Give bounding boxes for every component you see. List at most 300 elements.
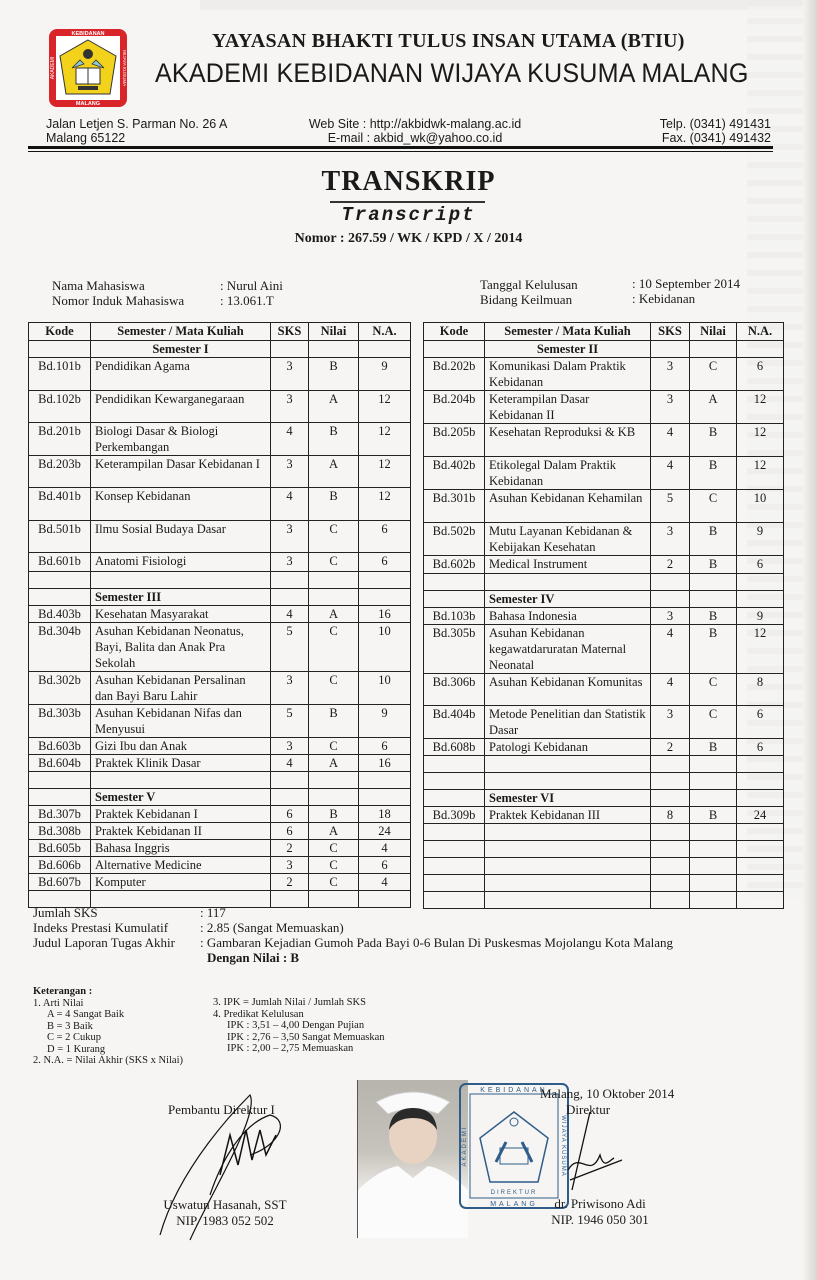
total-sks-value: : 117 bbox=[200, 905, 226, 920]
total-sks-label: Jumlah SKS bbox=[33, 905, 98, 920]
course-grade: B bbox=[690, 625, 737, 674]
course-sks: 6 bbox=[271, 823, 309, 840]
header-kode: Kode bbox=[424, 323, 485, 341]
semester-heading-row bbox=[29, 589, 411, 606]
empty-row bbox=[424, 824, 784, 841]
course-grade: B bbox=[309, 705, 359, 738]
course-sks: 8 bbox=[651, 807, 690, 824]
course-sks: 4 bbox=[651, 457, 690, 490]
empty-cell bbox=[91, 572, 271, 589]
empty-cell bbox=[737, 756, 784, 773]
summary-labels bbox=[33, 905, 175, 950]
course-grade: A bbox=[309, 823, 359, 840]
empty-cell bbox=[690, 841, 737, 858]
nim-label: Nomor Induk Mahasiswa bbox=[52, 293, 185, 308]
course-row bbox=[424, 457, 784, 490]
graduation-label: Tanggal Kelulusan bbox=[480, 277, 578, 292]
empty-cell bbox=[29, 772, 91, 789]
course-code: Bd.201b bbox=[29, 423, 91, 456]
document-subtitle: Transcript bbox=[341, 204, 476, 226]
course-na: 6 bbox=[359, 738, 411, 755]
course-name: Gizi Ibu dan Anak bbox=[91, 738, 271, 755]
course-code: Bd.303b bbox=[29, 705, 91, 738]
right-signatory-name: dr. Priwisono Adi bbox=[554, 1196, 646, 1211]
course-code: Bd.305b bbox=[424, 625, 485, 674]
course-row bbox=[29, 874, 411, 891]
course-row bbox=[424, 625, 784, 674]
course-code: Bd.204b bbox=[424, 391, 485, 424]
phone-block bbox=[640, 117, 771, 145]
empty-cell bbox=[737, 875, 784, 892]
course-grade: B bbox=[690, 523, 737, 556]
transcript-table-left bbox=[28, 322, 411, 908]
course-grade: C bbox=[309, 553, 359, 572]
course-row bbox=[424, 391, 784, 424]
course-row bbox=[424, 706, 784, 739]
empty-cell bbox=[651, 790, 690, 807]
course-row bbox=[424, 556, 784, 574]
empty-cell bbox=[737, 341, 784, 358]
background-watermark-top bbox=[200, 0, 817, 10]
course-sks: 4 bbox=[651, 674, 690, 706]
empty-row bbox=[424, 574, 784, 591]
course-na: 24 bbox=[359, 823, 411, 840]
empty-cell bbox=[737, 574, 784, 591]
course-row bbox=[424, 807, 784, 824]
course-code: Bd.103b bbox=[424, 608, 485, 625]
course-code: Bd.302b bbox=[29, 672, 91, 705]
course-sks: 6 bbox=[271, 806, 309, 823]
course-row bbox=[424, 358, 784, 391]
course-name: Asuhan Kebidanan Komunitas bbox=[485, 674, 651, 706]
course-code: Bd.607b bbox=[29, 874, 91, 891]
thesis-value: : Gambaran Kejadian Gumoh Pada Bayi 0-6 Bulan Di Puskesmas Mojolangu Kota Malang bbox=[200, 935, 673, 950]
course-na: 10 bbox=[359, 672, 411, 705]
course-grade: C bbox=[309, 857, 359, 874]
course-name: Pendidikan Agama bbox=[91, 358, 271, 391]
foundation-name: YAYASAN BHAKTI TULUS INSAN UTAMA (BTIU) bbox=[212, 30, 685, 52]
course-name: Praktek Kebidanan II bbox=[91, 823, 271, 840]
empty-cell bbox=[309, 572, 359, 589]
header-kode: Kode bbox=[29, 323, 91, 341]
course-na: 6 bbox=[737, 556, 784, 574]
empty-cell bbox=[651, 341, 690, 358]
grade-legend-a: A = 4 Sangat Baik bbox=[47, 1009, 125, 1020]
course-na: 24 bbox=[737, 807, 784, 824]
empty-cell bbox=[651, 756, 690, 773]
course-name: Anatomi Fisiologi bbox=[91, 553, 271, 572]
course-name: Asuhan Kebidanan Nifas dan Menyusui bbox=[91, 705, 271, 738]
course-sks: 3 bbox=[271, 553, 309, 572]
course-sks: 2 bbox=[271, 840, 309, 857]
course-na: 16 bbox=[359, 755, 411, 772]
empty-cell bbox=[424, 756, 485, 773]
course-na: 4 bbox=[359, 840, 411, 857]
empty-cell bbox=[690, 574, 737, 591]
course-sks: 3 bbox=[271, 391, 309, 423]
phone: Telp. (0341) 491431 bbox=[659, 117, 771, 131]
header-course: Semester / Mata Kuliah bbox=[485, 323, 651, 341]
empty-cell bbox=[309, 589, 359, 606]
semester-heading-row bbox=[424, 790, 784, 807]
course-grade: C bbox=[309, 623, 359, 672]
course-grade: B bbox=[690, 739, 737, 756]
course-sks: 4 bbox=[651, 625, 690, 674]
course-na: 4 bbox=[359, 874, 411, 891]
course-name: Komputer bbox=[91, 874, 271, 891]
course-sks: 3 bbox=[651, 608, 690, 625]
academy-logo bbox=[48, 28, 128, 108]
semester-label: Semester III bbox=[91, 589, 271, 606]
course-na: 12 bbox=[359, 456, 411, 488]
course-na: 9 bbox=[737, 523, 784, 556]
empty-cell bbox=[309, 341, 359, 358]
course-na: 9 bbox=[737, 608, 784, 625]
title-underline bbox=[330, 201, 485, 203]
course-sks: 4 bbox=[271, 755, 309, 772]
course-grade: A bbox=[690, 391, 737, 424]
thesis-label: Judul Laporan Tugas Akhir bbox=[33, 935, 175, 950]
web-contact-block bbox=[300, 117, 530, 145]
empty-cell bbox=[485, 858, 651, 875]
left-signatory-name: Uswatun Hasanah, SST bbox=[163, 1197, 287, 1212]
course-name: Biologi Dasar & Biologi Perkembangan bbox=[91, 423, 271, 456]
header-na: N.A. bbox=[359, 323, 411, 341]
course-name: Bahasa Inggris bbox=[91, 840, 271, 857]
course-sks: 3 bbox=[271, 672, 309, 705]
empty-cell bbox=[271, 772, 309, 789]
empty-cell bbox=[651, 824, 690, 841]
course-code: Bd.606b bbox=[29, 857, 91, 874]
course-code: Bd.401b bbox=[29, 488, 91, 521]
empty-cell bbox=[424, 824, 485, 841]
course-row bbox=[29, 391, 411, 423]
empty-row bbox=[424, 858, 784, 875]
empty-cell bbox=[271, 572, 309, 589]
empty-cell bbox=[651, 773, 690, 790]
empty-cell bbox=[737, 773, 784, 790]
empty-cell bbox=[690, 341, 737, 358]
semester-label: Semester I bbox=[91, 341, 271, 358]
header-sks: SKS bbox=[651, 323, 690, 341]
course-sks: 2 bbox=[271, 874, 309, 891]
semester-heading-row bbox=[424, 591, 784, 608]
empty-cell bbox=[737, 790, 784, 807]
empty-cell bbox=[91, 772, 271, 789]
course-name: Asuhan Kebidanan kegawatdaruratan Maternal Neonatal bbox=[485, 625, 651, 674]
letterhead-divider-thick bbox=[28, 146, 773, 149]
course-code: Bd.403b bbox=[29, 606, 91, 623]
stamp-text-top: KEBIDANAN bbox=[480, 1087, 548, 1094]
thesis-grade: Dengan Nilai : B bbox=[207, 950, 300, 965]
empty-cell bbox=[737, 841, 784, 858]
course-na: 12 bbox=[359, 423, 411, 456]
empty-cell bbox=[651, 875, 690, 892]
stamp-text-bottom: MALANG bbox=[490, 1201, 538, 1208]
course-name: Patologi Kebidanan bbox=[485, 739, 651, 756]
course-name: Keterampilan Dasar Kebidanan II bbox=[485, 391, 651, 424]
course-na: 9 bbox=[359, 358, 411, 391]
course-row bbox=[29, 623, 411, 672]
course-name: Kesehatan Reproduksi & KB bbox=[485, 424, 651, 457]
course-code: Bd.501b bbox=[29, 521, 91, 553]
empty-cell bbox=[737, 824, 784, 841]
course-row bbox=[29, 456, 411, 488]
header-nilai: Nilai bbox=[309, 323, 359, 341]
course-grade: B bbox=[309, 358, 359, 391]
course-grade: B bbox=[309, 806, 359, 823]
header-course: Semester / Mata Kuliah bbox=[91, 323, 271, 341]
course-name: Konsep Kebidanan bbox=[91, 488, 271, 521]
course-row bbox=[29, 738, 411, 755]
course-row bbox=[424, 739, 784, 756]
header-nilai: Nilai bbox=[690, 323, 737, 341]
course-na: 6 bbox=[359, 857, 411, 874]
course-grade: C bbox=[690, 706, 737, 739]
empty-cell bbox=[271, 789, 309, 806]
empty-cell bbox=[359, 772, 411, 789]
course-name: Praktek Kebidanan I bbox=[91, 806, 271, 823]
semester-label: Semester IV bbox=[485, 591, 651, 608]
course-row bbox=[424, 608, 784, 625]
course-row bbox=[424, 424, 784, 457]
empty-cell bbox=[690, 591, 737, 608]
notes-item-2: 2. N.A. = Nilai Akhir (SKS x Nilai) bbox=[33, 1055, 183, 1066]
course-grade: B bbox=[690, 807, 737, 824]
course-grade: C bbox=[690, 674, 737, 706]
empty-cell bbox=[271, 341, 309, 358]
course-grade: C bbox=[309, 840, 359, 857]
course-na: 10 bbox=[737, 490, 784, 523]
course-na: 12 bbox=[737, 625, 784, 674]
address-block bbox=[46, 117, 227, 145]
course-grade: B bbox=[690, 608, 737, 625]
course-name: Etikolegal Dalam Praktik Kebidanan bbox=[485, 457, 651, 490]
course-row bbox=[29, 521, 411, 553]
empty-cell bbox=[485, 841, 651, 858]
student-info-values bbox=[220, 278, 283, 308]
course-code: Bd.309b bbox=[424, 807, 485, 824]
empty-cell bbox=[737, 591, 784, 608]
empty-cell bbox=[359, 572, 411, 589]
course-na: 12 bbox=[737, 457, 784, 490]
empty-cell bbox=[737, 858, 784, 875]
course-code: Bd.203b bbox=[29, 456, 91, 488]
grade-legend-d: D = 1 Kurang bbox=[47, 1043, 106, 1055]
course-row bbox=[29, 423, 411, 456]
document-title: TRANSKRIP bbox=[321, 166, 496, 197]
address-line-1: Jalan Letjen S. Parman No. 26 A bbox=[46, 117, 228, 131]
course-name: Kesehatan Masyarakat bbox=[91, 606, 271, 623]
empty-cell bbox=[424, 841, 485, 858]
course-sks: 3 bbox=[271, 738, 309, 755]
course-name: Asuhan Kebidanan Kehamilan bbox=[485, 490, 651, 523]
semester-label: Semester II bbox=[485, 341, 651, 358]
empty-row bbox=[29, 572, 411, 589]
empty-cell bbox=[309, 772, 359, 789]
logo-text-right: WIJAYA KUSUMA bbox=[122, 49, 127, 87]
semester-label: Semester VI bbox=[485, 790, 651, 807]
course-name: Mutu Layanan Kebidanan & Kebijakan Kesehatan bbox=[485, 523, 651, 556]
table-header-row bbox=[424, 323, 784, 341]
course-sks: 4 bbox=[271, 488, 309, 521]
course-sks: 4 bbox=[651, 424, 690, 457]
semester-label: Semester V bbox=[91, 789, 271, 806]
logo-text-bottom: MALANG bbox=[75, 101, 101, 107]
left-signatory-title: Pembantu Direktur I bbox=[168, 1102, 275, 1117]
course-na: 6 bbox=[737, 358, 784, 391]
course-grade: C bbox=[309, 874, 359, 891]
course-row bbox=[29, 755, 411, 772]
empty-cell bbox=[359, 789, 411, 806]
stamp-text-inner: DIREKTUR bbox=[490, 1190, 538, 1196]
predicate-3: IPK : 2,00 – 2,75 Memuaskan bbox=[227, 1043, 354, 1054]
empty-cell bbox=[424, 591, 485, 608]
course-code: Bd.603b bbox=[29, 738, 91, 755]
course-name: Ilmu Sosial Budaya Dasar bbox=[91, 521, 271, 553]
empty-cell bbox=[690, 824, 737, 841]
email[interactable]: E-mail : akbid_wk@yahoo.co.id bbox=[327, 131, 503, 145]
course-grade: B bbox=[690, 457, 737, 490]
empty-cell bbox=[29, 572, 91, 589]
grade-legend-b: B = 3 Baik bbox=[47, 1020, 93, 1032]
empty-cell bbox=[737, 892, 784, 909]
empty-cell bbox=[690, 858, 737, 875]
empty-cell bbox=[424, 773, 485, 790]
course-code: Bd.605b bbox=[29, 840, 91, 857]
course-grade: A bbox=[309, 456, 359, 488]
course-code: Bd.402b bbox=[424, 457, 485, 490]
website[interactable]: Web Site : http://akbidwk-malang.ac.id bbox=[308, 117, 522, 131]
empty-row bbox=[424, 841, 784, 858]
empty-cell bbox=[359, 341, 411, 358]
notes-item-4: 4. Predikat Kelulusan bbox=[213, 1008, 304, 1020]
empty-cell bbox=[651, 591, 690, 608]
notes-right bbox=[213, 997, 385, 1055]
empty-cell bbox=[651, 858, 690, 875]
course-code: Bd.301b bbox=[424, 490, 485, 523]
course-name: Praktek Kebidanan III bbox=[485, 807, 651, 824]
course-code: Bd.502b bbox=[424, 523, 485, 556]
empty-cell bbox=[651, 841, 690, 858]
course-row bbox=[29, 488, 411, 521]
empty-row bbox=[424, 773, 784, 790]
empty-cell bbox=[690, 892, 737, 909]
course-sks: 3 bbox=[651, 358, 690, 391]
course-name: Praktek Klinik Dasar bbox=[91, 755, 271, 772]
course-name: Metode Penelitian dan Statistik Dasar bbox=[485, 706, 651, 739]
course-code: Bd.404b bbox=[424, 706, 485, 739]
empty-cell bbox=[29, 789, 91, 806]
field-label: Bidang Keilmuan bbox=[480, 292, 573, 307]
course-grade: C bbox=[690, 358, 737, 391]
stamp-text-left: AKADEMI bbox=[462, 1125, 468, 1167]
course-sks: 3 bbox=[651, 706, 690, 739]
course-na: 6 bbox=[737, 739, 784, 756]
grade-legend-c: C = 2 Cukup bbox=[47, 1032, 102, 1043]
empty-cell bbox=[271, 589, 309, 606]
course-name: Asuhan Kebidanan Persalinan dan Bayi Baru Lahir bbox=[91, 672, 271, 705]
course-code: Bd.205b bbox=[424, 424, 485, 457]
course-name: Pendidikan Kewarganegaraan bbox=[91, 391, 271, 423]
transcript-table-right bbox=[423, 322, 784, 909]
ipk-label: Indeks Prestasi Kumulatif bbox=[33, 920, 169, 935]
course-na: 16 bbox=[359, 606, 411, 623]
logo-text-left: AKADEMI bbox=[50, 56, 56, 80]
student-info-labels bbox=[52, 278, 184, 308]
table-header-row bbox=[29, 323, 411, 341]
document-number: Nomor : 267.59 / WK / KPD / X / 2014 bbox=[294, 231, 523, 246]
course-code: Bd.601b bbox=[29, 553, 91, 572]
course-row bbox=[29, 705, 411, 738]
empty-cell bbox=[309, 789, 359, 806]
course-sks: 4 bbox=[271, 606, 309, 623]
empty-cell bbox=[690, 756, 737, 773]
course-na: 6 bbox=[359, 521, 411, 553]
graduation-info-labels bbox=[480, 277, 578, 307]
empty-cell bbox=[29, 589, 91, 606]
graduation-info-values bbox=[632, 276, 740, 306]
place-date: Malang, 10 Oktober 2014 bbox=[540, 1086, 675, 1101]
empty-row bbox=[29, 772, 411, 789]
notes-item-3: 3. IPK = Jumlah Nilai / Jumlah SKS bbox=[213, 997, 366, 1008]
empty-cell bbox=[651, 574, 690, 591]
logo-text-top: KEBIDANAN bbox=[71, 31, 105, 37]
course-name: Bahasa Indonesia bbox=[485, 608, 651, 625]
course-na: 9 bbox=[359, 705, 411, 738]
notes-left bbox=[33, 986, 183, 1067]
notes-title: Keterangan : bbox=[33, 986, 93, 997]
course-row bbox=[29, 672, 411, 705]
course-sks: 3 bbox=[651, 391, 690, 424]
empty-cell bbox=[424, 574, 485, 591]
course-code: Bd.102b bbox=[29, 391, 91, 423]
course-row bbox=[424, 674, 784, 706]
empty-cell bbox=[359, 589, 411, 606]
course-grade: B bbox=[690, 424, 737, 457]
academy-name: AKADEMI KEBIDANAN WIJAYA KUSUMA MALANG bbox=[155, 58, 749, 88]
header-sks: SKS bbox=[271, 323, 309, 341]
semester-heading-row bbox=[424, 341, 784, 358]
course-sks: 5 bbox=[651, 490, 690, 523]
empty-row bbox=[424, 875, 784, 892]
course-na: 6 bbox=[737, 706, 784, 739]
course-code: Bd.308b bbox=[29, 823, 91, 840]
graduation-value: : 10 September 2014 bbox=[632, 276, 740, 291]
empty-cell bbox=[485, 824, 651, 841]
course-name: Asuhan Kebidanan Neonatus, Bayi, Balita dan Anak Pra Sekolah bbox=[91, 623, 271, 672]
course-row bbox=[29, 806, 411, 823]
course-grade: C bbox=[309, 521, 359, 553]
course-na: 8 bbox=[737, 674, 784, 706]
course-grade: B bbox=[309, 488, 359, 521]
name-label: Nama Mahasiswa bbox=[52, 278, 145, 293]
course-sks: 3 bbox=[271, 358, 309, 391]
course-code: Bd.202b bbox=[424, 358, 485, 391]
course-name: Keterampilan Dasar Kebidanan I bbox=[91, 456, 271, 488]
course-sks: 5 bbox=[271, 705, 309, 738]
empty-cell bbox=[485, 773, 651, 790]
course-grade: B bbox=[690, 556, 737, 574]
summary-values bbox=[200, 905, 673, 965]
course-row bbox=[29, 606, 411, 623]
course-row bbox=[29, 857, 411, 874]
course-row bbox=[29, 358, 411, 391]
course-code: Bd.307b bbox=[29, 806, 91, 823]
name-value: : Nurul Aini bbox=[220, 278, 283, 293]
course-sks: 2 bbox=[651, 556, 690, 574]
header-na: N.A. bbox=[737, 323, 784, 341]
